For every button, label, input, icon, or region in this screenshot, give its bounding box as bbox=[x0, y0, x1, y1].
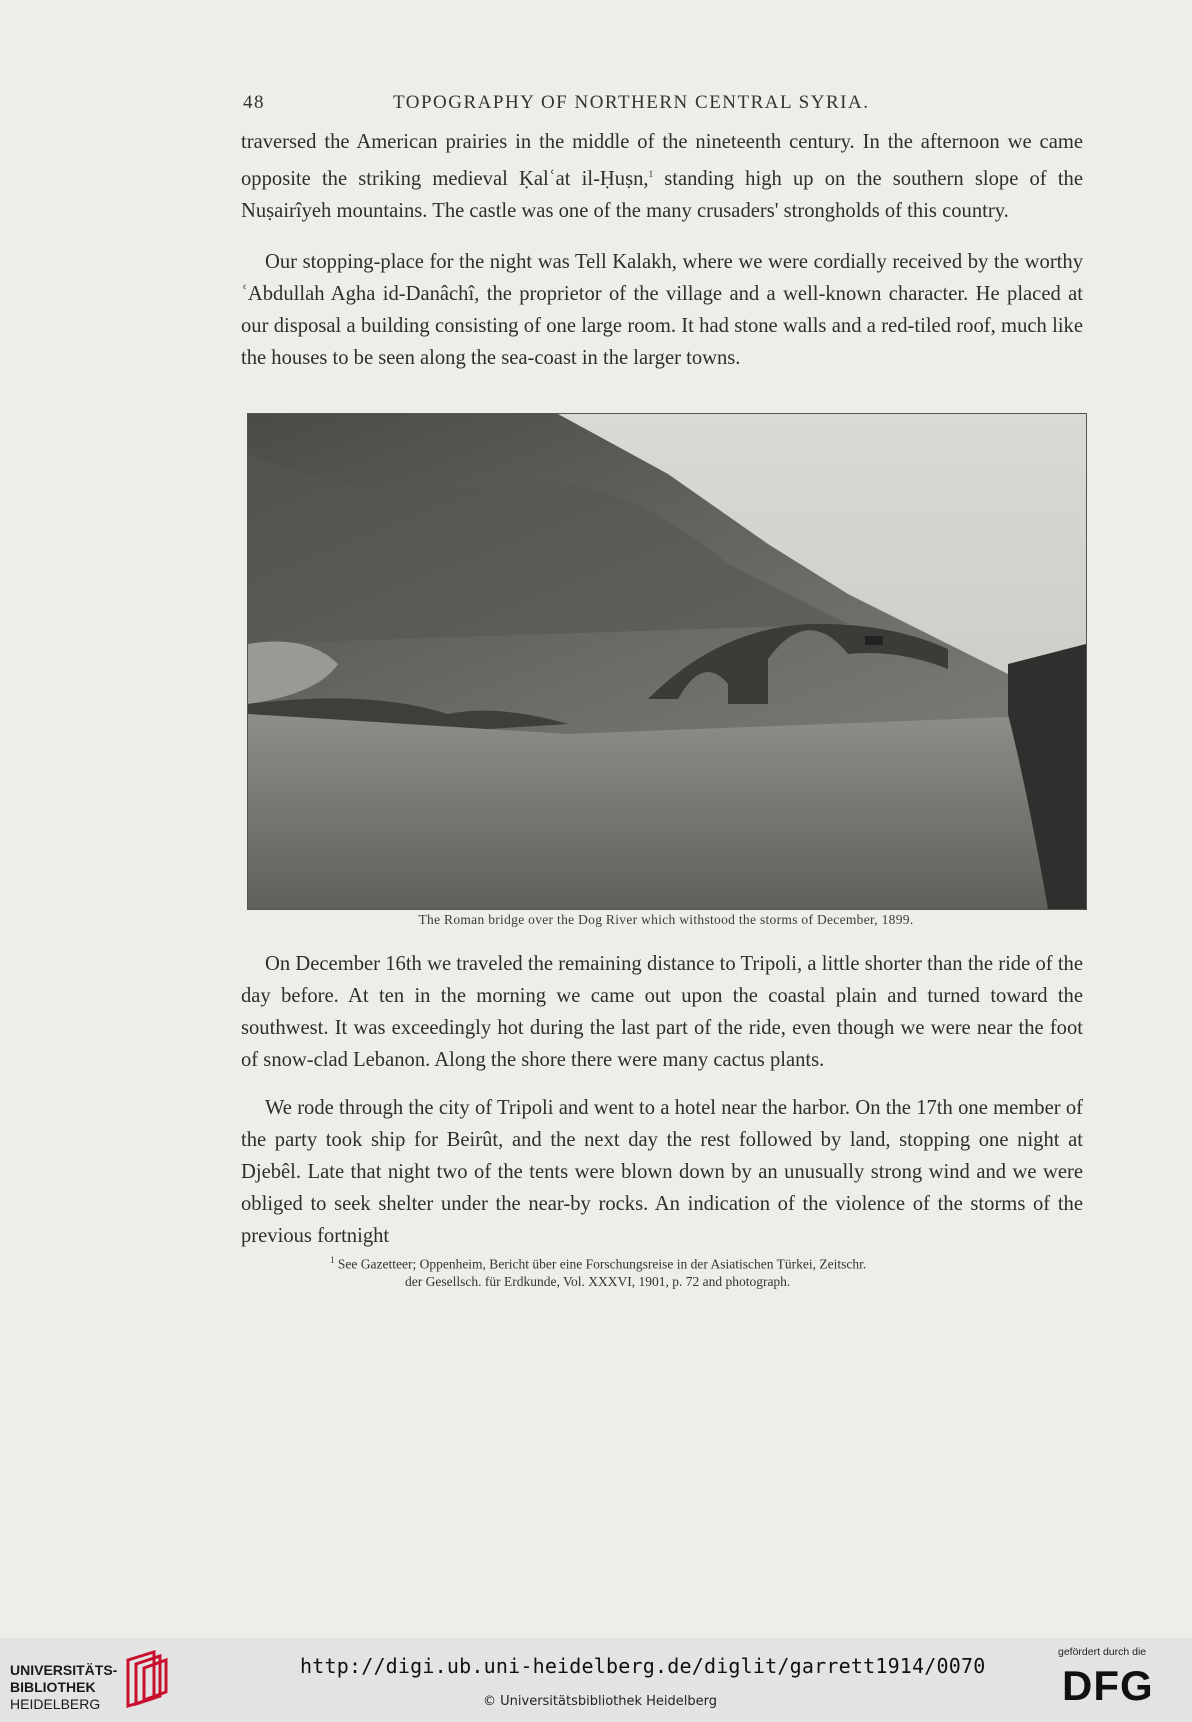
library-name-line-1: UNIVERSITÄTS- bbox=[10, 1662, 118, 1678]
library-name-line-3: HEIDELBERG bbox=[10, 1696, 101, 1712]
paragraph-3: On December 16th we traveled the remaining distance to Tripoli, a little shorter than the ride of the day before. At ten in the morning we came out upon the coastal plain and turned toward the southwest. It was exceedingly hot during the last part of the ride, even though we were near the foot of snow-clad Lebanon. Along the shore there were many cactus plants. bbox=[241, 953, 1083, 1071]
footnote-line-1-text: See Gazetteer; Oppenheim, Bericht über eine Forschungsreise in der Asiatischen Türkei, Zeitschr. bbox=[337, 1256, 867, 1272]
horse-and-rider bbox=[865, 636, 883, 645]
page-header bbox=[243, 92, 1083, 122]
footnote-reference[interactable]: 1 bbox=[648, 169, 654, 179]
dfg-logo: DFG bbox=[1062, 1662, 1154, 1709]
running-title: TOPOGRAPHY OF NORTHERN CENTRAL SYRIA. bbox=[393, 92, 870, 113]
bridge-photograph bbox=[247, 413, 1087, 910]
paragraph-4: We rode through the city of Tripoli and went to a hotel near the harbor. On the 17th one member of the party took ship for Beirût, and the next day the rest followed by land, stopping one night at Djebêl. Late that night two of the tents were blown down by an unusually strong wind and we were obliged to seek shelter under the near-by rocks. An indication of the violence of the storms of the previous fortnight bbox=[241, 1097, 1083, 1247]
footnote-line-2: der Gesellsch. für Erdkunde, Vol. XXXVI, 1901, p. 72 and photograph. bbox=[405, 1274, 791, 1289]
funded-by-label: gefördert durch die bbox=[1058, 1646, 1147, 1658]
paragraph-1-text-a: traversed the American prairies in the middle of the nineteenth century. In the afternoon we came opposite the striking medieval Ḳalʿat il-Ḥuṣn, bbox=[241, 131, 1083, 190]
permalink-url[interactable]: http://digi.ub.uni-heidelberg.de/diglit/garrett1914/0070 bbox=[300, 1654, 986, 1678]
library-logo-icon bbox=[120, 1650, 170, 1708]
footnote-mark: 1 bbox=[330, 1255, 335, 1265]
library-name-line-2: BIBLIOTHEK bbox=[10, 1679, 96, 1695]
river bbox=[248, 714, 1086, 909]
footnote-line-1 bbox=[330, 1255, 1070, 1273]
library-name bbox=[10, 1662, 117, 1713]
paragraph-1-text-b: standing high up on the southern slope of the Nuṣairîyeh mountains. The castle was one of the many crusaders' strongholds of this country. bbox=[241, 167, 1083, 222]
page-number: 48 bbox=[243, 92, 265, 113]
paragraph-1 bbox=[241, 126, 1083, 227]
bridge-photo-illustration bbox=[248, 414, 1086, 909]
figure-caption: The Roman bridge over the Dog River which withstood the storms of December, 1899. bbox=[418, 912, 914, 927]
copyright-notice: © Universitätsbibliothek Heidelberg bbox=[483, 1694, 718, 1709]
paragraph-2: Our stopping-place for the night was Tell Kalakh, where we were cordially received by the worthy ʿAbdullah Agha id-Danâchî, the proprietor of the village and a well-known character. He placed at our disposal a building consisting of one large room. It had stone walls and a red-tiled roof, much like the houses to be seen along the sea-coast in the larger towns. bbox=[241, 251, 1083, 369]
digitization-footer bbox=[0, 1638, 1192, 1722]
